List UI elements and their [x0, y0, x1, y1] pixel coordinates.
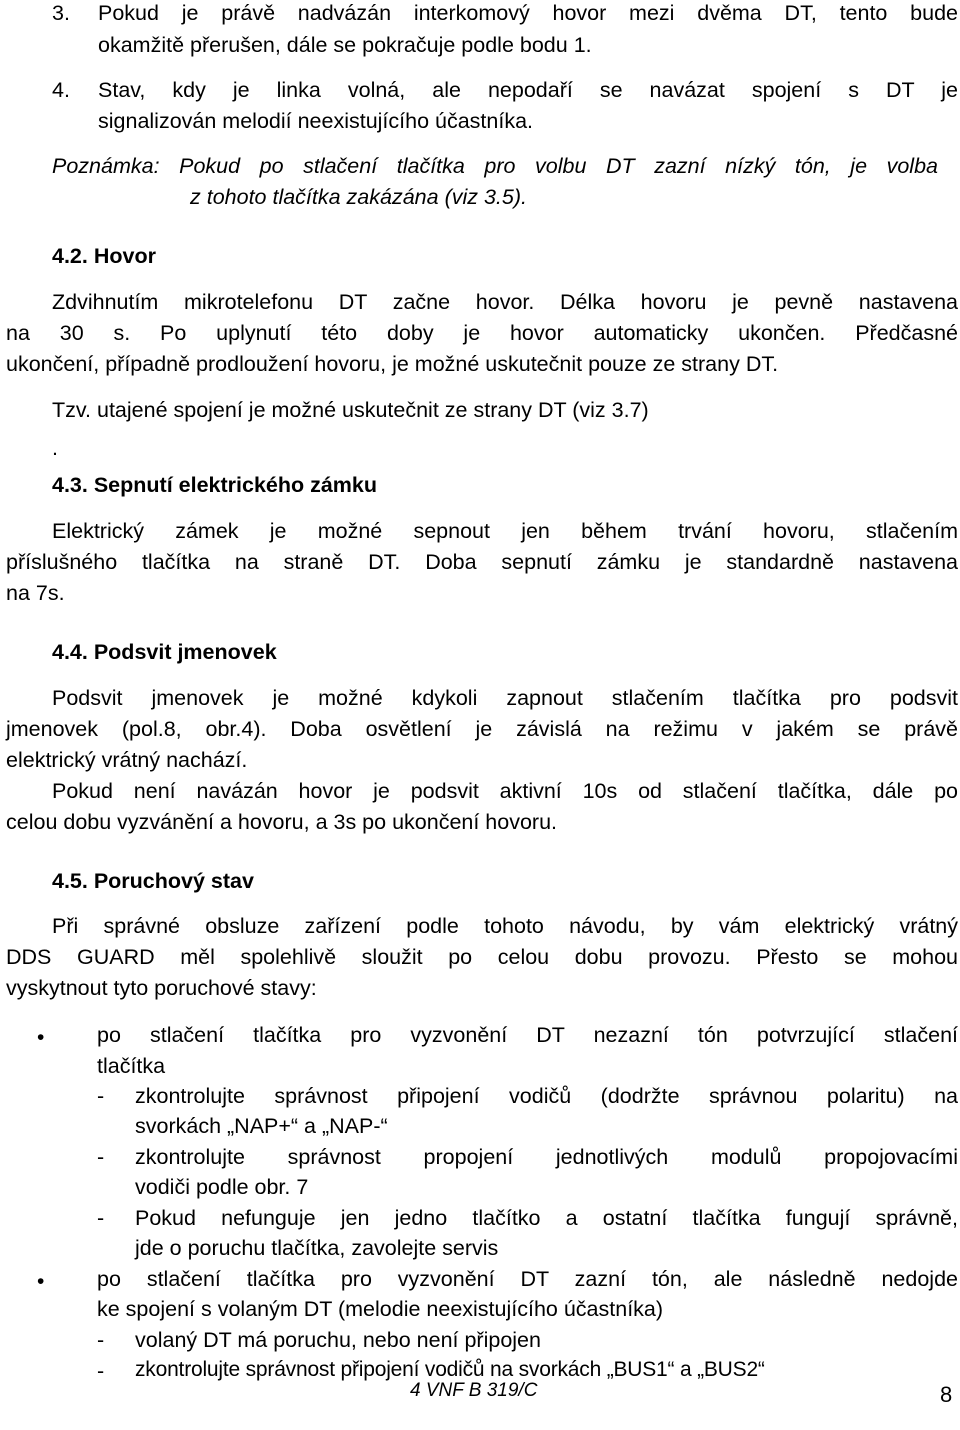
dash-marker: - [97, 1084, 105, 1108]
sub-item-line: zkontrolujte správnost připojení vodičů (dodržte správnou polaritu) na [135, 1084, 958, 1108]
sub-item-line: volaný DT má poruchu, nebo není připojen [135, 1328, 541, 1352]
dash-marker: - [97, 1328, 105, 1352]
paragraph-line: DDS GUARD měl spolehlivě sloužit po celou dobu provozu. Přesto se mohou [6, 945, 958, 969]
bullet-icon: • [37, 1026, 45, 1049]
footer-document-code: 4 VNF B 319/C [410, 1380, 538, 1401]
paragraph-line: Při správné obsluze zařízení podle tohoto návodu, by vám elektrický vrátný [52, 914, 958, 938]
paragraph-line: Podsvit jmenovek je možné kdykoli zapnout stlačením tlačítka pro podsvit [52, 686, 958, 710]
paragraph-line: Zdvihnutím mikrotelefonu DT začne hovor. Délka hovoru je pevně nastavena [52, 290, 958, 314]
bullet-line: tlačítka [97, 1054, 166, 1078]
dash-marker: - [97, 1145, 105, 1169]
bullet-line: ke spojení s volaným DT (melodie neexistujícího účastníka) [97, 1297, 664, 1321]
list-number: 3. [52, 1, 70, 25]
list-item-line: Pokud je právě nadvázán interkomový hovor mezi dvěma DT, tento bude [98, 1, 958, 25]
bullet-line: po stlačení tlačítka pro vyzvonění DT zazní tón, ale následně nedojde [97, 1267, 958, 1291]
paragraph-line: elektrický vrátný nachází. [6, 748, 248, 772]
list-number: 4. [52, 78, 70, 102]
dash-marker: - [97, 1359, 105, 1383]
paragraph-line: Tzv. utajené spojení je možné uskutečnit ze strany DT (viz 3.7) [52, 398, 649, 422]
bullet-icon: • [37, 1270, 45, 1293]
note-line: z tohoto tlačítka zakázána (viz 3.5). [190, 185, 527, 209]
paragraph-line: na 7s. [6, 581, 65, 605]
paragraph-line: . [52, 436, 58, 460]
page-number: 8 [940, 1382, 953, 1407]
list-item-line: Stav, kdy je linka volná, ale nepodaří se navázat spojení s DT je [98, 78, 958, 102]
section-heading: 4.5. Poruchový stav [52, 869, 254, 893]
paragraph-line: na 30 s. Po uplynutí této doby je hovor automaticky ukončen. Předčasné [6, 321, 958, 345]
sub-item-line: svorkách „NAP+“ a „NAP-“ [135, 1114, 388, 1138]
sub-item-line: vodiči podle obr. 7 [135, 1175, 309, 1199]
sub-item-line: Pokud nefunguje jen jedno tlačítko a ostatní tlačítka fungují správně, [135, 1206, 958, 1230]
sub-item-line: zkontrolujte správnost připojení vodičů na svorkách „BUS1“ a „BUS2“ [135, 1358, 765, 1381]
paragraph-line: příslušného tlačítka na straně DT. Doba sepnutí zámku je standardně nastavena [6, 550, 958, 574]
paragraph-line: celou dobu vyzvánění a hovoru, a 3s po ukončení hovoru. [6, 810, 558, 834]
paragraph-line: jmenovek (pol.8, obr.4). Doba osvětlení je závislá na režimu v jakém se právě [6, 717, 958, 741]
paragraph-line: Pokud není navázán hovor je podsvit aktivní 10s od stlačení tlačítka, dále po [52, 779, 958, 803]
bullet-line: po stlačení tlačítka pro vyzvonění DT nezazní tón potvrzující stlačení [97, 1023, 958, 1047]
section-heading: 4.4. Podsvit jmenovek [52, 640, 277, 664]
note-line: Poznámka: Pokud po stlačení tlačítka pro volbu DT zazní nízký tón, je volba [52, 154, 938, 178]
section-heading: 4.2. Hovor [52, 244, 156, 268]
list-item-line: signalizován melodií neexistujícího účastníka. [98, 109, 534, 133]
paragraph-line: Elektrický zámek je možné sepnout jen během trvání hovoru, stlačením [52, 519, 958, 543]
sub-item-line: zkontrolujte správnost propojení jednotlivých modulů propojovacími [135, 1145, 958, 1169]
sub-item-line: jde o poruchu tlačítka, zavolejte servis [135, 1236, 499, 1260]
dash-marker: - [97, 1206, 105, 1230]
list-item-line: okamžitě přerušen, dále se pokračuje podle bodu 1. [98, 33, 592, 57]
section-heading: 4.3. Sepnutí elektrického zámku [52, 473, 378, 497]
paragraph-line: vyskytnout tyto poruchové stavy: [6, 976, 317, 1000]
paragraph-line: ukončení, případně prodloužení hovoru, je možné uskutečnit pouze ze strany DT. [6, 352, 779, 376]
